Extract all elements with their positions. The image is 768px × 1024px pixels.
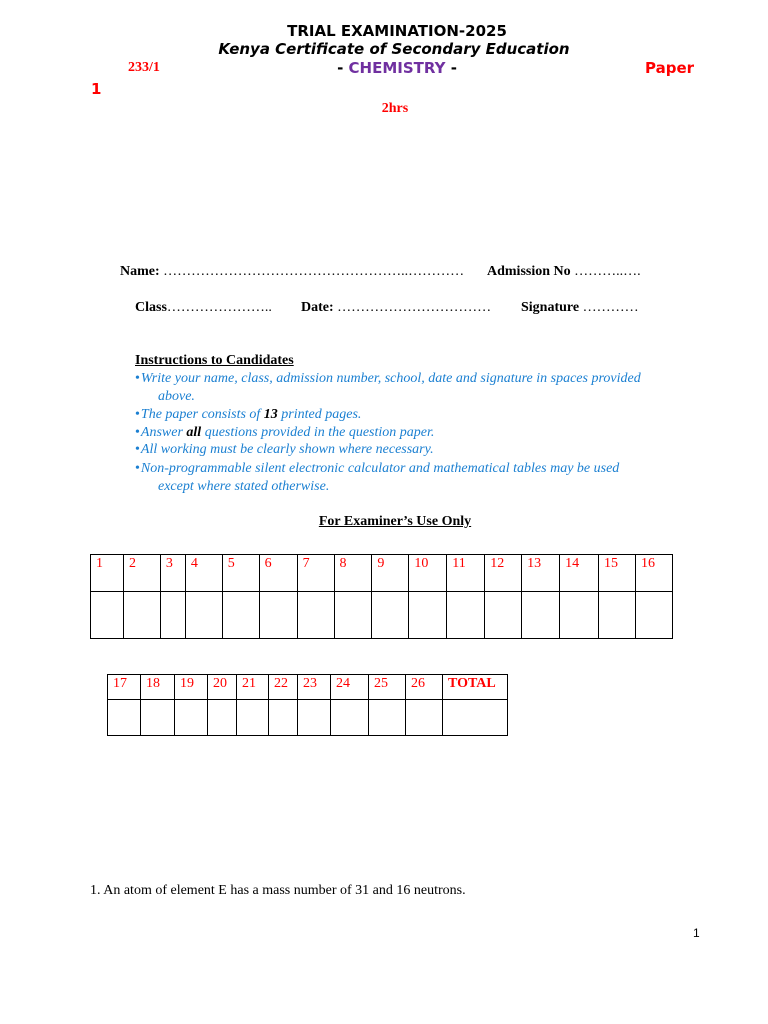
bullet-icon: • xyxy=(135,371,140,386)
date-label: Date: xyxy=(301,300,334,315)
question-number-cell: 17 xyxy=(108,675,141,700)
admission-label: Admission No xyxy=(487,264,571,279)
instruction-continuation: above. xyxy=(158,389,195,404)
examiner-heading: For Examiner’s Use Only xyxy=(318,514,472,529)
score-cell[interactable] xyxy=(298,700,331,736)
exam-title: TRIAL EXAMINATION-2025 xyxy=(287,22,507,40)
bullet-icon: • xyxy=(135,425,140,440)
name-field[interactable] xyxy=(120,264,464,280)
signature-field[interactable] xyxy=(521,300,639,316)
question-number-cell: 24 xyxy=(331,675,369,700)
class-field[interactable] xyxy=(135,300,272,316)
instruction-text: printed pages. xyxy=(277,407,362,422)
total-header-cell: TOTAL xyxy=(443,675,508,700)
question-number-cell: 11 xyxy=(447,555,485,592)
instruction-text: The paper consists of xyxy=(140,407,264,422)
score-cell[interactable] xyxy=(91,592,124,639)
question-number-cell: 13 xyxy=(522,555,560,592)
bullet-icon: • xyxy=(135,407,140,422)
examiner-score-table-2 xyxy=(107,674,508,736)
score-cell[interactable] xyxy=(334,592,372,639)
score-cell[interactable] xyxy=(635,592,672,639)
question-number-cell: 14 xyxy=(560,555,599,592)
question-number-cell: 20 xyxy=(208,675,237,700)
date-dots: …………………………… xyxy=(333,300,492,315)
question-number-cell: 3 xyxy=(160,555,185,592)
question-number-cell: 12 xyxy=(485,555,522,592)
instruction-text: Answer xyxy=(140,425,187,440)
score-cell[interactable] xyxy=(237,700,269,736)
class-label: Class xyxy=(135,300,167,315)
paper-label: Paper xyxy=(645,59,695,77)
name-label: Name: xyxy=(120,264,160,279)
date-field[interactable] xyxy=(301,300,491,316)
score-cell[interactable] xyxy=(160,592,185,639)
question-1: 1. An atom of element E has a mass number of 31 and 16 neutrons. xyxy=(90,883,466,898)
admission-field[interactable] xyxy=(487,264,641,280)
question-number-cell: 22 xyxy=(269,675,298,700)
instruction-continuation: except where stated otherwise. xyxy=(158,479,330,494)
question-number-cell: 15 xyxy=(599,555,636,592)
score-cell[interactable] xyxy=(123,592,160,639)
instruction-item xyxy=(135,407,361,423)
signature-dots: ………… xyxy=(579,300,639,315)
question-number-cell: 10 xyxy=(409,555,447,592)
question-number-cell: 5 xyxy=(222,555,259,592)
question-number-cell: 2 xyxy=(123,555,160,592)
score-cell[interactable] xyxy=(369,700,406,736)
question-number-cell: 25 xyxy=(369,675,406,700)
instruction-text: Non-programmable silent electronic calculator and mathematical tables may be used xyxy=(140,461,620,476)
instruction-text: Write your name, class, admission number, school, date and signature in spaces provided xyxy=(140,371,641,386)
score-cell[interactable] xyxy=(208,700,237,736)
page-count: 13 xyxy=(263,407,278,422)
score-cell[interactable] xyxy=(406,700,443,736)
score-cell[interactable] xyxy=(372,592,409,639)
name-dots: ……………………………………………..………… xyxy=(159,264,465,279)
instruction-item xyxy=(135,371,641,387)
question-number-cell: 26 xyxy=(406,675,443,700)
class-dots: ………………….. xyxy=(166,300,272,315)
question-number-cell: 8 xyxy=(334,555,372,592)
examiner-score-table-1 xyxy=(90,554,673,639)
bullet-icon: • xyxy=(135,461,140,476)
score-cell[interactable] xyxy=(108,700,141,736)
admission-dots: ………..…. xyxy=(570,264,641,279)
question-number-cell: 6 xyxy=(259,555,297,592)
signature-label: Signature xyxy=(521,300,580,315)
instruction-item xyxy=(135,442,434,458)
score-cell[interactable] xyxy=(485,592,522,639)
score-cell[interactable] xyxy=(409,592,447,639)
score-cell[interactable] xyxy=(259,592,297,639)
score-cell[interactable] xyxy=(222,592,259,639)
question-number-cell: 7 xyxy=(297,555,334,592)
score-cell[interactable] xyxy=(269,700,298,736)
question-number-cell: 23 xyxy=(298,675,331,700)
exam-subtitle: Kenya Certificate of Secondary Education xyxy=(218,40,570,58)
score-cell[interactable] xyxy=(141,700,175,736)
question-number-cell: 18 xyxy=(141,675,175,700)
total-score-cell[interactable] xyxy=(443,700,508,736)
score-cell[interactable] xyxy=(522,592,560,639)
score-cell[interactable] xyxy=(297,592,334,639)
page-number: 1 xyxy=(693,926,700,940)
instruction-text: questions provided in the question paper. xyxy=(201,425,435,440)
instruction-item xyxy=(135,425,434,441)
question-number-cell: 16 xyxy=(635,555,672,592)
paper-number: 1 xyxy=(91,80,102,98)
score-cell[interactable] xyxy=(560,592,599,639)
instruction-item xyxy=(135,461,619,477)
question-number-cell: 21 xyxy=(237,675,269,700)
score-cell[interactable] xyxy=(331,700,369,736)
instruction-text: All working must be clearly shown where necessary. xyxy=(140,442,434,457)
subject-suffix: - xyxy=(445,59,457,77)
score-cell[interactable] xyxy=(185,592,222,639)
score-cell[interactable] xyxy=(175,700,208,736)
question-number-cell: 4 xyxy=(185,555,222,592)
subject-prefix: - xyxy=(337,59,349,77)
score-cell[interactable] xyxy=(599,592,636,639)
question-number-cell: 9 xyxy=(372,555,409,592)
bullet-icon: • xyxy=(135,442,140,457)
question-number-cell: 19 xyxy=(175,675,208,700)
exam-duration: 2hrs xyxy=(381,101,409,116)
instructions-heading: Instructions to Candidates xyxy=(135,353,294,368)
emphasis-all: all xyxy=(186,425,202,440)
subject-name: CHEMISTRY xyxy=(348,59,446,77)
score-cell[interactable] xyxy=(447,592,485,639)
paper-code: 233/1 xyxy=(128,60,160,75)
question-number-cell: 1 xyxy=(91,555,124,592)
